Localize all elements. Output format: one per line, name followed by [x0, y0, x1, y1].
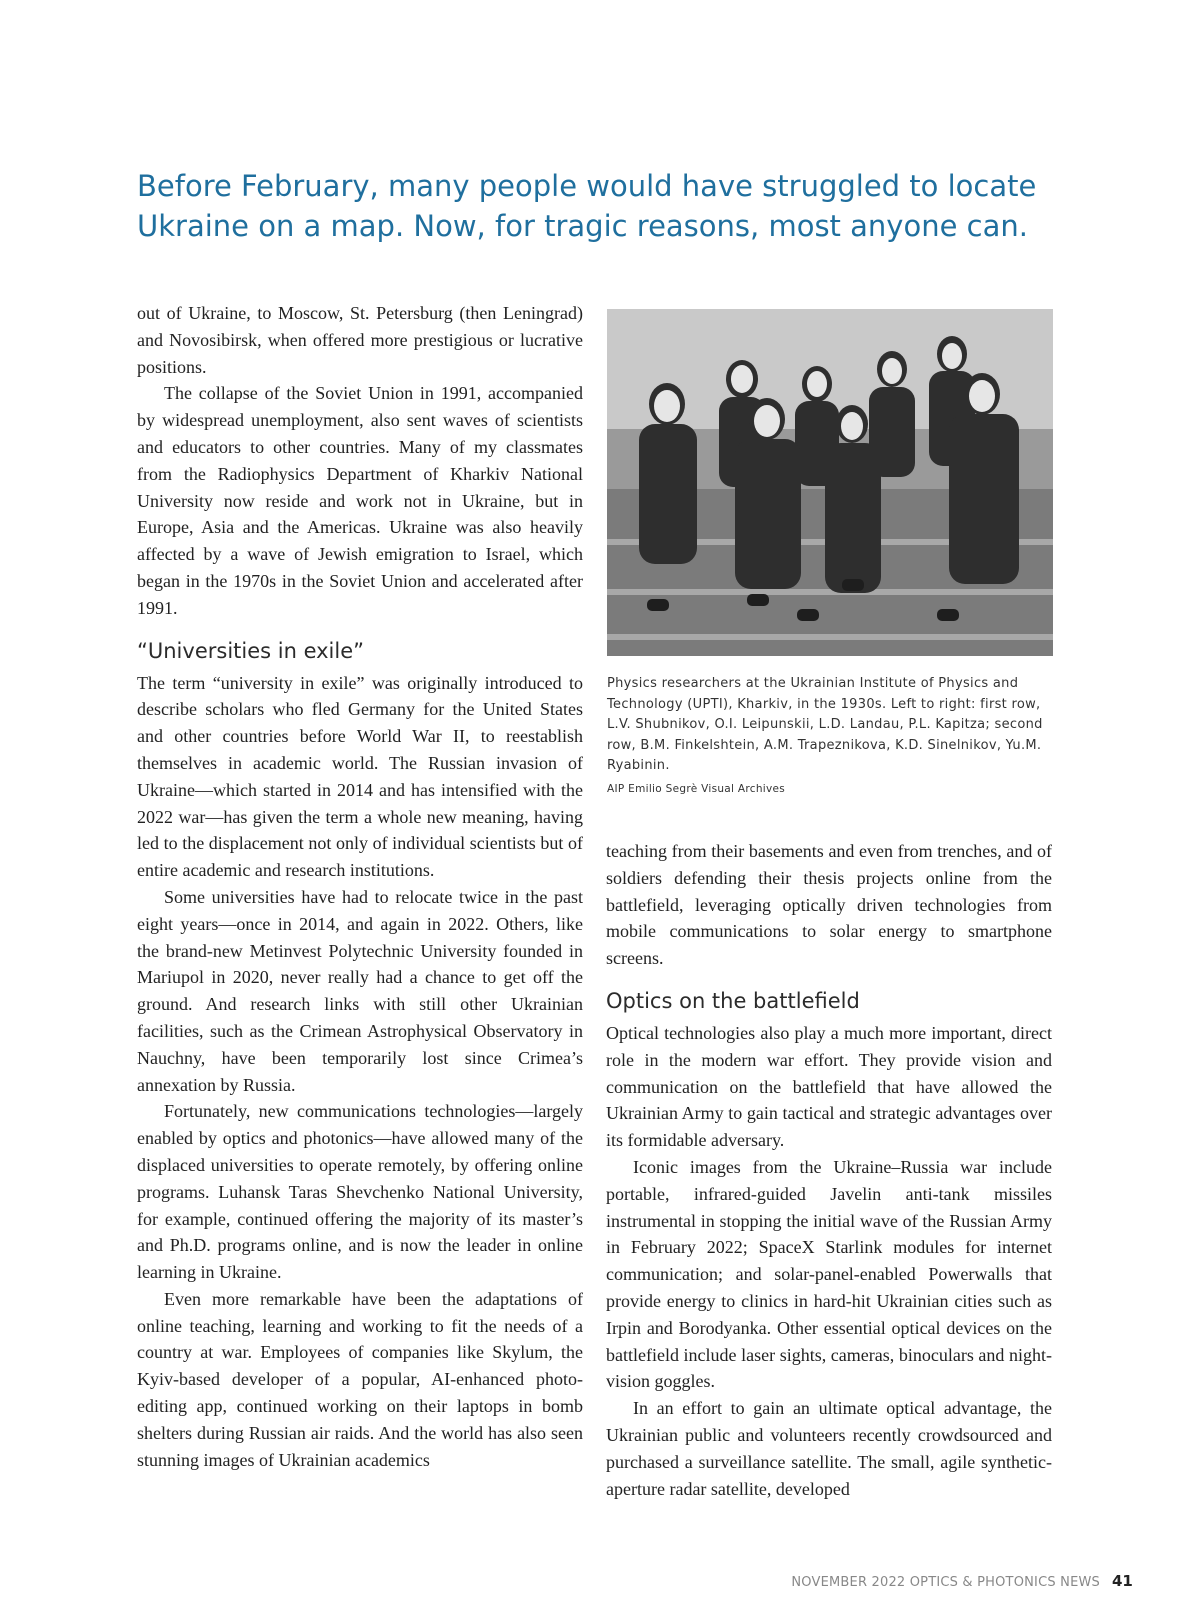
photo-illustration [607, 309, 1053, 656]
pull-quote: Before February, many people would have struggled to locate Ukraine on a map. Now, for tragic reasons, most anyone can. [137, 169, 1037, 243]
paragraph: In an effort to gain an ultimate optical advantage, the Ukrainian public and volunteers recently crowdsourced and purchased a surveillance satellite. The small, agile synthetic-aperture radar satellite, developed [606, 1398, 1052, 1499]
section-heading: Optics on the battlefield [606, 988, 860, 1013]
photo-credit: AIP Emilio Segrè Visual Archives [607, 783, 786, 795]
historical-group-photo [607, 309, 1053, 656]
section-heading: “Universities in exile” [137, 638, 365, 663]
page-number: 41 [1112, 1572, 1133, 1590]
paragraph: The term “university in exile” was originally introduced to describe scholars who fled Germany for the United States and other countries before World War II, to reestablish themselves in academic world. The Russian invasion of Ukraine—which started in 2014 and has intensified with the 2022 war—has given the term a whole new meaning, having led to the displacement not only of individual scientists but of entire academic and research institutions. [137, 672, 583, 881]
left-column [137, 300, 583, 1473]
figure-caption: Physics researchers at the Ukrainian Institute of Physics and Technology (UPTI), Kharkiv, in the 1930s. Left to right: first row, L.V. Shubnikov, O.I. Leipunskii, L.D. Landau, P.L. Kapitza; second row, B.M. Finkelshtein, A.M. Trapeznikova, K.D. Sinelnikov, Yu.M. Ryabinin. [607, 676, 1043, 773]
paragraph: teaching from their basements and even from trenches, and of soldiers defending their thesis projects online from the battlefield, leveraging optically driven technologies from mobile communications to solar energy to smartphone screens. [606, 841, 1052, 969]
paragraph: Some universities have had to relocate twice in the past eight years—once in 2014, and again in 2022. Others, like the brand-new Metinvest Polytechnic University founded in Mariupol in 2020, never really had a chance to get off the ground. And research links with still other Ukrainian facilities, such as the Crimean Astrophysical Observatory in Nauchny, have been temporarily lost since Crimea’s annexation by Russia. [137, 886, 583, 1095]
right-column [606, 838, 1052, 1502]
paragraph: Fortunately, new communications technologies—largely enabled by optics and photonics—have allowed many of the displaced universities to operate remotely, by offering online programs. Luhansk Taras Shevchenko National University, for example, continued offering the majority of its master’s and Ph.D. programs online, and is now the leader in online learning in Ukraine. [137, 1101, 583, 1283]
paragraph: Optical technologies also play a much more important, direct role in the modern war effort. They provide vision and communication on the battlefield that have allowed the Ukrainian Army to gain tactical and strategic advantages over its formidable adversary. [606, 1022, 1052, 1151]
running-footer: NOVEMBER 2022 OPTICS & PHOTONICS NEWS [791, 1575, 1100, 1590]
paragraph: Iconic images from the Ukraine–Russia war include portable, infrared-guided Javelin anti-tank missiles instrumental in stopping the initial wave of the Russian Army in February 2022; SpaceX Starlink modules for internet communication; and solar-panel-enabled Powerwalls that provide energy to clinics in hard-hit Ukrainian cities such as Irpin and Borodyanka. Other essential optical devices on the battlefield include laser sights, cameras, binoculars and night-vision goggles. [606, 1156, 1052, 1392]
paragraph: out of Ukraine, to Moscow, St. Petersburg (then Leningrad) and Novosibirsk, when offered more prestigious or lucrative positions. [137, 303, 583, 377]
paragraph: The collapse of the Soviet Union in 1991, accompanied by widespread unemployment, also sent waves of scientists and educators to other countries. Many of my classmates from the Radiophysics Department of Kharkiv National University now reside and work not in Ukraine, but in Europe, Asia and the Americas. Ukraine was also heavily affected by a wave of Jewish emigration to Israel, which began in the 1970s in the Soviet Union and accelerated after 1991. [137, 383, 583, 618]
paragraph: Even more remarkable have been the adaptations of online teaching, learning and working to fit the needs of a country at war. Employees of companies like Skylum, the Kyiv-based developer of a popular, AI-enhanced photo-editing app, continued working on their laptops in bomb shelters during Russian air raids. And the world has also seen stunning images of Ukrainian academics [137, 1288, 583, 1470]
